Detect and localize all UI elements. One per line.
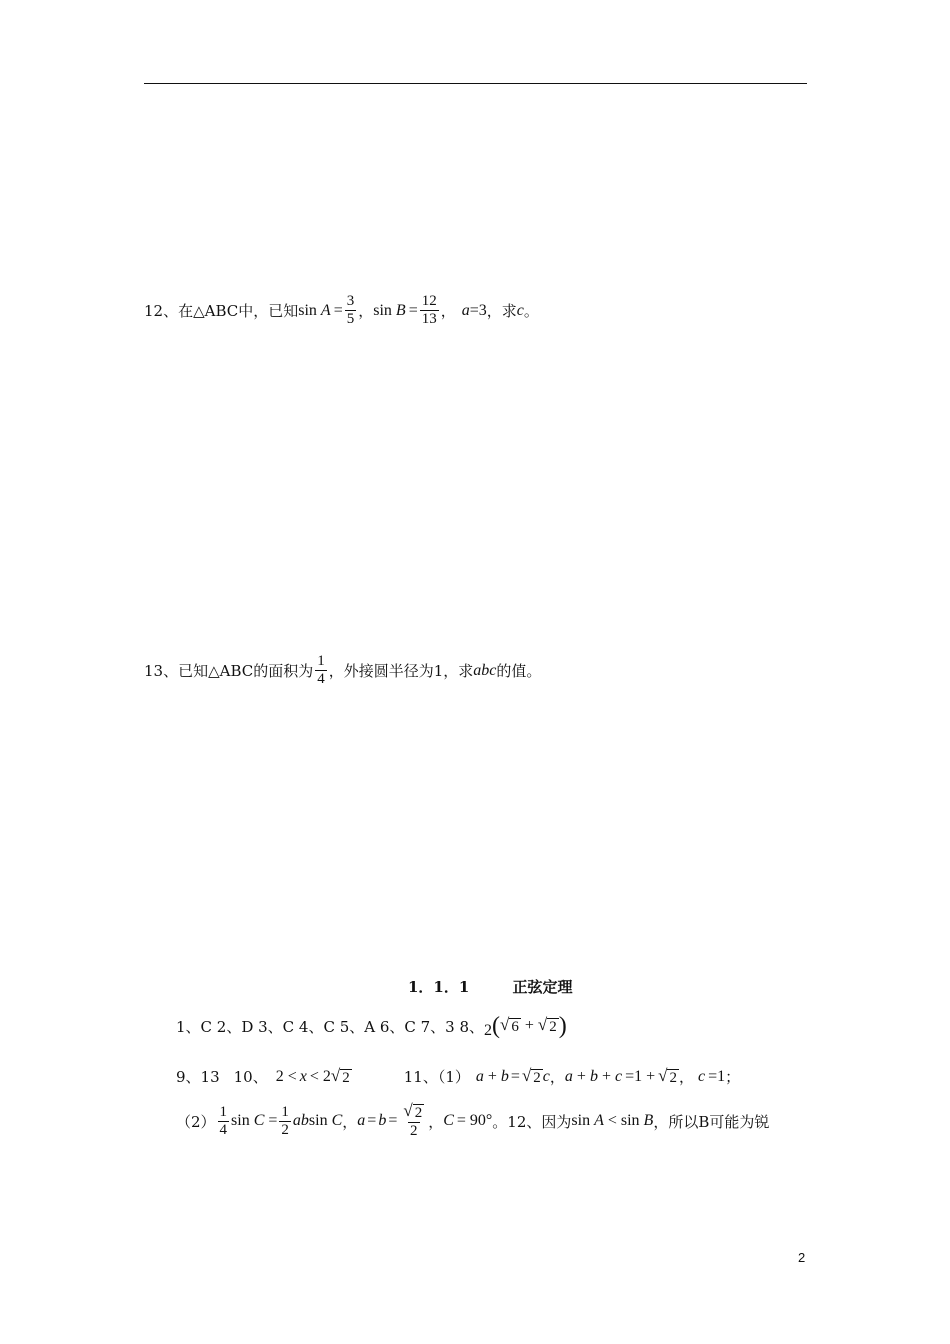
sqrt-2: √ 2 xyxy=(537,1015,557,1035)
header-rule xyxy=(144,83,807,84)
answers-line-1: 1、C 2、D 3、C 4、C 5、A 6、C 7、3 8、 2 ( √ 6 + √ 2 ) xyxy=(176,1013,567,1039)
sqrt-6: √ 6 xyxy=(500,1015,519,1035)
heading-title: 正弦定理 xyxy=(512,978,573,996)
problem-12-lead: 12、在△ABC中，已知 xyxy=(144,302,299,320)
problem-13: 13、已知△ABC的面积为 $\frac{1}{4}$ ，外接圆半径为1，求 abc 的值。 xyxy=(144,653,542,687)
fraction-area: $\frac{1}{4}$ xyxy=(317,653,325,687)
answers-line-3: （2） $\frac{1}{4}$ sin C = $\frac{1}{2}$ ab sin C ， a = b = √ 2 2 ， C = 90° 。12、因为 sin A < sin B ，所以B可能为锐 xyxy=(176,1101,770,1139)
answers-heading xyxy=(408,976,573,997)
fraction-sinA: $\frac{3}{5}$ xyxy=(346,293,355,327)
answers-line-2: 9、13 10、 2 < x < 2 √ 2 11、（1） a + b = √ 2 c ， a + b + c =1 + √ 2 ， c =1 ； xyxy=(176,1065,741,1086)
heading-number: 1．1．1 xyxy=(408,978,470,996)
fraction-sinB: $\frac{12}{13}$ xyxy=(421,293,437,327)
problem-13-lead: 13、已知△ABC的面积为 xyxy=(144,662,314,680)
problem-12: 12、在△ABC中，已知 sin A = $\frac{3}{5}$ ， sin B = $\frac{12}{13}$ ， a =3 ，求 c 。 xyxy=(144,293,539,327)
page-number: 2 xyxy=(798,1250,806,1265)
